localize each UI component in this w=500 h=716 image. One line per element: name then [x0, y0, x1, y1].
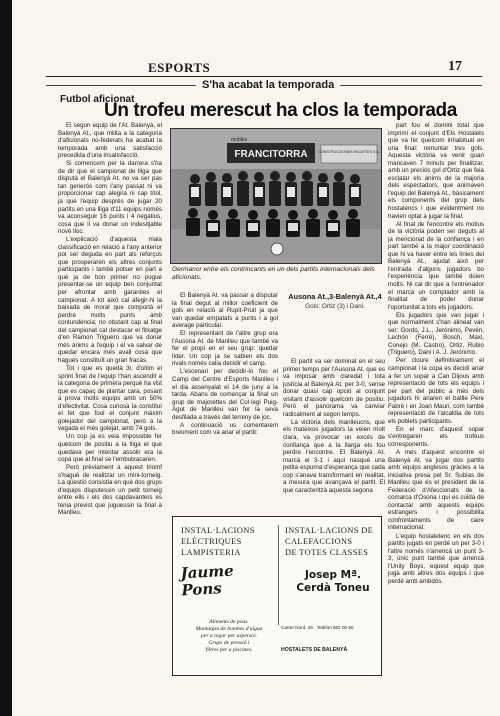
- ad-service-line: filtres per a piscines.: [205, 647, 253, 653]
- photo-caption: Germanor entre els contrincants en un dels partits internacionals dels aficionats.: [172, 266, 375, 281]
- paragraph: En el marc d'aquest sopar s'entregaren els trofeus corresponents.: [388, 425, 484, 448]
- ad-left-heading: [181, 525, 273, 558]
- ad-address: Carrer Nord, 26 · Telèfon 882 00 50: [281, 625, 354, 630]
- paragraph: Per cloure definitivament el campionat i la copa es decidí anar a fer un sopar a Can Dijous amb representació de tots els equips i per part del públic a més dels jugadors hi anaren el batlle Pere Fabrè i en Joan Mauri, com també representació de l'alcaldia de tots els poblets participants.: [388, 357, 484, 425]
- ad-service-line: Muntatges de bombes d'aigua: [195, 626, 263, 632]
- result-score: Ausona At.,3-Balenyà At.,4: [288, 292, 382, 301]
- advertisement: [172, 516, 382, 676]
- paragraph: El segon equip de l'At. Balenyà, el Balenyà At., que milita a la categoria d'aficionats no-federats ha acabat la temporada amb una satisfacció precedida d'una insatisfacció.: [58, 122, 162, 160]
- kicker-band: [46, 79, 482, 92]
- ad-name-line: Josep Mª.: [304, 569, 362, 581]
- paragraph: L'explicació d'aquesta mala classificació en relació a l'any anterior pot ser deguda en part als reforços que prosperaren els altres conjunts participants i també potser en part a què ja de bon primer no pogué presentar-se un equip ben conjuntat per afrontar amb garanties el campionat. A tot això cal afegir-hi la baixada de moral que comportà el perdre molts punts amb contundència; no obstant cap al final del campionat cal destacar el fitxatge d'en Ramon Triguero que va donar més ànims a l'equip i el va salvar de quedar encara més avall cosa que hagués constituït un gran fracàs.: [58, 236, 162, 364]
- article-column-4: [388, 122, 484, 696]
- article-column-1: [58, 122, 162, 690]
- ad-heading-line: INSTAL·LACIONS: [181, 526, 255, 535]
- ad-service-line: Aliments de pous.: [209, 619, 249, 625]
- ad-right-heading: [285, 525, 379, 558]
- ad-heading-line: DE TOTES CLASSES: [285, 548, 369, 557]
- paragraph: Però prèviament a aquest triomf s'haguè de realitzar un mini-torneig. La qüestió consistia en què dos grups d'equips disputessin un petit torneig entre ells i els dos capdavanters es tenia previst que juguessin la final a Manlleu.: [58, 464, 162, 517]
- paragraph: part fou el domini total que imprimí el conjunt d'Els Hostalets que va fer quelcom inhabitual en una final: remuntar tres gols. Aquesta victòria va venir quan mancaven 7 minuts per finalitzar, amb un preciós gol d'Ortiz que feia esclatar els ànims de la majoria dels espectadors, que animaven l'equip del Balenyà At., bàsicament els components del grup dels hostalencs i que evidentment no havien optat a jugar la final.: [388, 122, 484, 220]
- section-title: ESPORTS: [148, 60, 211, 75]
- photo-label: mobles: [231, 137, 248, 143]
- paragraph: L'escenari per decidir-lo fou el Camp del Centre d'Esports Manlleu i el dia assenyalat el 14 de juny a la tarda. Abans de començar la final un grup de majorettes del Col·legi Puig-Agut de Manlleu van fer la seva desfilada a través del terreny de joc.: [172, 368, 278, 421]
- article-column-2: [172, 292, 278, 508]
- article-column-3: [283, 358, 385, 508]
- paragraph: A més d'aquest encontre el Balenyà At. va jugar dos partits amb equips anglesos gràcies a la iniciativa presa pel Sr. Subias de Manlleu que és el president de la Federació d'Afeccionats de la comarca d'Osona i qui es cuida de contactar amb aquests equips estrangers i possibilita confrontaments de caire internacional.: [388, 449, 484, 532]
- ad-heading-line: INSTAL·LACIONS DE: [285, 526, 374, 535]
- paragraph: Un cop ja es veia impossible fer quelcom de positiu a la lliga el que quedava per intentar assolir era la copa que al final se l'embutxacaren.: [58, 433, 162, 464]
- category-label: Futbol aficionat: [60, 94, 135, 105]
- paragraph: Tot i que es quedà 3r, d'últim el sprint final de l'equip l'han ascendit a la categoria de primera perquè ha vist que es capaç de plantar cara, posant a prova molts equips amb un 50% d'efectivitat. Cosa curiosa la constituí el fet que foul el conjunt màxim golejador del campionat, però a la vegada el més golejat, amb 74 gols.: [58, 365, 162, 433]
- ad-heading-line: LAMPISTERIA: [181, 548, 241, 557]
- photo-board: CONSTRUCCIONES HIGUETES S.A.: [318, 150, 380, 154]
- headline: Un trofeu merescut ha clos la temporada: [104, 100, 457, 121]
- paragraph: Al final de l'encontre els motius de la victòria poden ser deguts al ja mencionat de la confiança i en part també a la major coordinació que hi va haver entre les línies del Balenyà At., ajudat això per l'entrada d'alguns jugadors bo l'experiència que també dúien molts. Ni cal dir que a l'entrenador el marcà un comptador amb la finalitat de poder donar l'oportunitat a tots els jugadors.: [388, 220, 484, 311]
- header-rule: [46, 76, 482, 77]
- kicker: S'ha acabat la temporada: [196, 79, 340, 91]
- page-number: 17: [448, 59, 462, 74]
- paragraph: Els jugadors que van jugar i que normalment s'han alineat van ser: Gordo, J.L., Jerónimo, Pevén, Lechón (Ferré), Bosch, Maxi, Conejo (M. Castro), Ortiz, Rubio (Triguero), Dani i A. J. Jerónimo.: [388, 311, 484, 357]
- match-result: [285, 292, 385, 312]
- page-header: [148, 59, 462, 75]
- ad-business-name-right: [289, 569, 377, 595]
- ad-heading-line: ELÈCTRIQUES: [181, 537, 242, 546]
- paragraph: El partit va ser dominat en el seu primer temps per l'Ausona At. que es va imposar amb claredat i tota justícia al Balenyà At. per 3-0, sense donar quasi cap opció al conjunt visitant d'assolir quelcom de positiu. Però el panorama va canviar radicalment al segon temps.: [283, 358, 385, 418]
- paragraph: Si comencem per la darrera s'ha de dir que el campionat de lliga que disputà el Balenyà At. no va ser pas tan generós com l'any passat ni va proporcionar cap alegria ni cap títol, ja que l'equip després de jugar 20 partits en una lliga d'11 equips només va aconseguir 16 punts i 4 negatius, cosa que li va donar un indesitjable novè lloc.: [58, 160, 162, 236]
- ad-divider: [278, 525, 279, 625]
- paragraph: L'equip hostaletenc en els dos partits jugats en perdé un per 3-0 i l'altre només n'arrencà un punt 3-3, únic punt també que arrencà l'Unity Boys, equest equip que jugà amb altres dos equips i que perdé amb ambdós.: [388, 532, 484, 585]
- result-goals: Gols: Ortiz (3) i Dani.: [305, 303, 365, 310]
- ad-heading-line: CALEFACCIONS: [285, 537, 353, 546]
- ad-town: HOSTALETS DE BALENYÀ: [281, 647, 348, 653]
- paragraph: El representant de l'altre grup era l'Ausona At. de Manlleu que també va fer el propi en el seu grup: quedar líder. Un cop ja se sabien els dos rivals només calia decidir el camp.: [172, 330, 278, 368]
- ad-business-name-left: Jaume Pons: [180, 561, 235, 600]
- paragraph: La victòria dels manlleucns, que els mateixos jugadors la veien molt clara, va provocar un excés de confiança que a la llarga els fou perdre l'encontre. El Balenyà At. marcà el 3-1 i aquí nasqué una petita espurna d'esperança que cada cop s'anava transformant en realitat, a mesura que avançava el partit. El que caracteritzà aquesta segona: [283, 418, 385, 494]
- paragraph: A continuació us comentarem breument com va anar el partit:: [172, 421, 278, 437]
- ad-name-line: Cerdà Toneu: [296, 582, 370, 594]
- team-photo: [170, 128, 382, 264]
- ad-service-line: Grups de pressió i: [208, 640, 250, 646]
- ad-services: [179, 619, 279, 654]
- paragraph: El Balenyà At. va passar a disputar la final degut al millor coeficient de gols en relació al Rupit-Pruit ja que van quedar empatats a punts i a gol average particular.: [172, 292, 278, 330]
- ad-service-line: per a regar per aspersió.: [201, 633, 257, 639]
- photo-banner: FRANCITORRA: [234, 149, 308, 160]
